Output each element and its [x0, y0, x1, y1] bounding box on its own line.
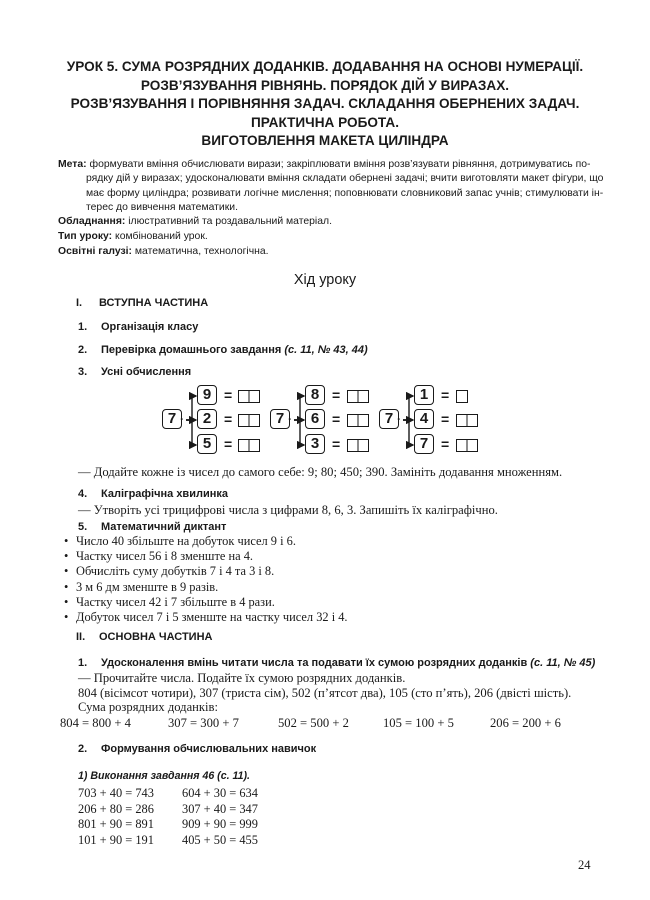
number-box: 3: [305, 434, 325, 454]
oral-instruction: — Додайте кожне із чисел до самого себе: 9; 80; 450; 390. Замініть додавання множенням.: [78, 465, 563, 479]
fields-label: Освітні галузі:: [58, 246, 132, 257]
lesson-type-text: комбінований урок.: [115, 231, 208, 242]
goal-text: терес до вивчення математики.: [86, 201, 238, 213]
fields-text: математична, технологічна.: [134, 246, 269, 257]
list-item: • Частку чисел 56 і 8 зменште на 4.: [64, 549, 348, 564]
subsection-heading: [78, 366, 191, 378]
equals-sign: =: [224, 411, 233, 427]
subsection-title: Перевірка домашнього завдання: [101, 344, 285, 356]
exercise-label: 1) Виконання завдання 46 (с. 11).: [78, 770, 250, 782]
lesson-flow-heading: Хід уроку: [293, 272, 357, 288]
subsection-number: 4.: [78, 488, 88, 500]
number-box: 2: [197, 409, 217, 429]
subsection-number: 3.: [78, 366, 88, 378]
title-line: ПРАКТИЧНА РОБОТА.: [251, 114, 399, 130]
subsection-heading: [78, 344, 368, 356]
subsection-title: Удосконалення вмінь читати числа та подавати їх сумою розрядних доданків: [101, 657, 531, 669]
list-item: • Обчисліть суму добутків 7 і 4 та 3 і 8.: [64, 564, 348, 579]
subsection-heading: [78, 488, 228, 500]
task-numbers: 804 (вісімсот чотири), 307 (триста сім), 502 (п’ятсот два), 105 (сто п’ять), 206 (двісті шість).: [78, 686, 572, 700]
equals-sign: =: [441, 387, 450, 403]
number-box: 4: [414, 409, 434, 429]
task-sum-label: Сума розрядних доданків:: [78, 700, 218, 714]
goal-block: [58, 158, 606, 215]
sum-expression: 105 = 100 + 5: [383, 716, 454, 730]
exercise-item: 801 + 90 = 891: [78, 817, 154, 832]
subsection-number: 2.: [78, 344, 88, 356]
title-line: РОЗВ’ЯЗУВАННЯ І ПОРІВНЯННЯ ЗАДАЧ. СКЛАДАННЯ ОБЕРНЕНИХ ЗАДАЧ.: [70, 96, 580, 111]
equals-sign: =: [332, 411, 341, 427]
answer-cells: [238, 390, 260, 403]
equals-sign: =: [224, 436, 233, 452]
sum-expression: 206 = 200 + 6: [490, 716, 561, 730]
equipment-line: [58, 215, 606, 229]
number-box: 9: [197, 385, 217, 405]
section-heading: [76, 297, 208, 309]
multiply-sign: ·: [180, 412, 184, 426]
title-line: РОЗВ’ЯЗУВАННЯ РІВНЯНЬ. ПОРЯДОК ДІЙ У ВИРАЗАХ.: [140, 77, 510, 93]
page-reference: (с. 11, № 43, 44): [284, 344, 368, 356]
subsection-title: Математичний диктант: [101, 521, 227, 533]
equals-sign: =: [441, 436, 450, 452]
answer-cells: [456, 414, 478, 427]
equals-sign: =: [441, 411, 450, 427]
list-item: • 3 м 6 дм зменште в 9 разів.: [64, 580, 348, 595]
lesson-type-line: [58, 230, 606, 244]
calligraphy-instruction: — Утворіть усі трицифрові числа з цифрами 8, 6, 3. Запишіть їх каліграфічно.: [78, 503, 498, 517]
exercise-item: 101 + 90 = 191: [78, 832, 154, 847]
goal-text: рядку дій у виразах; удосконалювати вміння складати обернені задачі; вчити виготовляти макет фігури, що: [86, 173, 604, 185]
lesson-title: [40, 58, 610, 151]
answer-cells: [456, 439, 478, 452]
answer-cells: [347, 439, 369, 452]
lesson-type-label: Тип уроку:: [58, 231, 113, 242]
list-item: • Добуток чисел 7 і 5 зменште на частку чисел 32 і 4.: [64, 610, 348, 625]
title-line: ВИГОТОВЛЕННЯ МАКЕТА ЦИЛІНДРА: [201, 133, 449, 148]
section-title: ВСТУПНА ЧАСТИНА: [99, 297, 209, 309]
multiply-sign: ·: [288, 412, 292, 426]
equipment-label: Обладнання:: [58, 216, 126, 227]
section-title: ОСНОВНА ЧАСТИНА: [99, 631, 213, 643]
subsection-title: Усні обчислення: [101, 366, 192, 378]
sum-expression: 307 = 300 + 7: [168, 716, 239, 730]
exercise-item: 405 + 50 = 455: [182, 832, 258, 847]
subsection-number: 5.: [78, 521, 88, 533]
list-item: • Частку чисел 42 і 7 збільште в 4 рази.: [64, 595, 348, 610]
exercise-item: 909 + 90 = 999: [182, 817, 258, 832]
list-item: • Число 40 збільште на добуток чисел 9 і 6.: [64, 534, 348, 549]
answer-cells: [238, 439, 260, 452]
multiplier-box: 7: [270, 409, 290, 429]
exercise-column: [182, 786, 258, 848]
answer-cells: [456, 390, 468, 403]
subsection-heading: [78, 743, 316, 755]
subsection-heading: [78, 657, 595, 669]
subsection-title: Формування обчислювальних навичок: [101, 743, 317, 755]
number-box: 5: [197, 434, 217, 454]
answer-cells: [347, 390, 369, 403]
subsection-number: 1.: [78, 657, 88, 669]
subsection-title: Організація класу: [101, 321, 199, 333]
exercise-item: 307 + 40 = 347: [182, 801, 258, 816]
section-number: I.: [76, 297, 83, 309]
equipment-text: ілюстративний та роздавальний матеріал.: [128, 216, 332, 227]
task-instruction: — Прочитайте числа. Подайте їх сумою розрядних доданків.: [78, 671, 406, 685]
number-box: 8: [305, 385, 325, 405]
sum-expression: 502 = 500 + 2: [278, 716, 349, 730]
goal-text: має форму циліндра; розвивати логічне мислення; поповнювати словниковий запас учнів; стимулювати ін-: [86, 187, 604, 199]
dictation-list: [64, 534, 348, 625]
multiplier-box: 7: [162, 409, 182, 429]
multiply-sign: ·: [397, 412, 401, 426]
subsection-heading: [78, 321, 198, 333]
number-box: 1: [414, 385, 434, 405]
section-heading: [76, 631, 212, 643]
sum-expression: 804 = 800 + 4: [60, 716, 131, 730]
goal-text: формувати вміння обчислювати вирази; закріплювати вміння розв’язувати рівняння, дотримуватись по-: [89, 159, 591, 170]
page-reference: (с. 11, № 45): [530, 657, 596, 669]
answer-cells: [347, 414, 369, 427]
goal-label: Мета:: [58, 159, 87, 170]
fields-line: [58, 245, 606, 259]
subsection-number: 1.: [78, 321, 88, 333]
page-number: 24: [578, 858, 591, 872]
multiplier-box: 7: [379, 409, 399, 429]
subsection-number: 2.: [78, 743, 88, 755]
answer-cells: [238, 414, 260, 427]
exercise-column: [78, 786, 154, 848]
exercise-item: 604 + 30 = 634: [182, 786, 258, 800]
subsection-title: Каліграфічна хвилинка: [101, 488, 228, 500]
equals-sign: =: [332, 387, 341, 403]
number-box: 7: [414, 434, 434, 454]
title-line: УРОК 5. СУМА РОЗРЯДНИХ ДОДАНКІВ. ДОДАВАННЯ НА ОСНОВІ НУМЕРАЦІЇ.: [66, 59, 584, 74]
equals-sign: =: [332, 436, 341, 452]
section-number: II.: [76, 631, 86, 643]
subsection-heading: [78, 521, 226, 533]
exercise-item: 206 + 80 = 286: [78, 801, 154, 816]
number-box: 6: [305, 409, 325, 429]
exercise-item: 703 + 40 = 743: [78, 786, 154, 800]
equals-sign: =: [224, 387, 233, 403]
